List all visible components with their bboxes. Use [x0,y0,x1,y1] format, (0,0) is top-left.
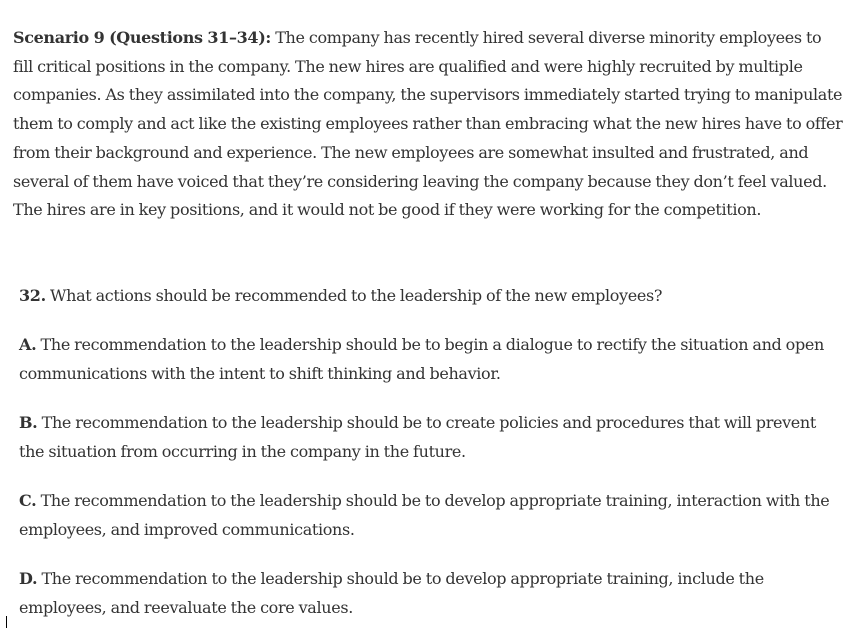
option-letter-b: B. [19,413,38,432]
question-number: 32. [19,286,46,305]
answer-option-b [19,409,834,466]
option-text-d: The recommendation to the leadership should be to develop appropriate training, include the employees, and reevaluate the core values. [19,569,764,617]
option-letter-a: A. [19,335,37,354]
answer-option-c [19,487,834,544]
scenario-lead: Scenario 9 (Questions 31–34): [13,28,271,47]
scenario-text: The company has recently hired several diverse minority employees to fill critical positions in the company. The new hires are qualified and were highly recruited by multiple companies. As they assimilated into the company, the supervisors immediately started trying to manipulate them to comply and act like the existing employees rather than embracing what the new hires have to offer from their background and experience. The new employees are somewhat insulted and frustrated, and several of them have voiced that they’re considering leaving the company because they don’t feel valued. The hires are in key positions, and it would not be good if they were working for the competition. [13,28,843,220]
option-text-a: The recommendation to the leadership should be to begin a dialogue to rectify the situation and open communications with the intent to shift thinking and behavior. [19,335,824,383]
option-text-b: The recommendation to the leadership should be to create policies and procedures that will prevent the situation from occurring in the company in the future. [19,413,816,461]
answer-option-d [19,565,834,622]
question [19,282,839,310]
question-text: What actions should be recommended to the leadership of the new employees? [50,286,663,305]
option-letter-d: D. [19,569,38,588]
option-letter-c: C. [19,491,37,510]
scenario-paragraph [13,24,843,225]
option-text-c: The recommendation to the leadership should be to develop appropriate training, interaction with the employees, and improved communications. [19,491,830,539]
text-cursor [6,616,7,628]
answer-option-a [19,331,834,388]
